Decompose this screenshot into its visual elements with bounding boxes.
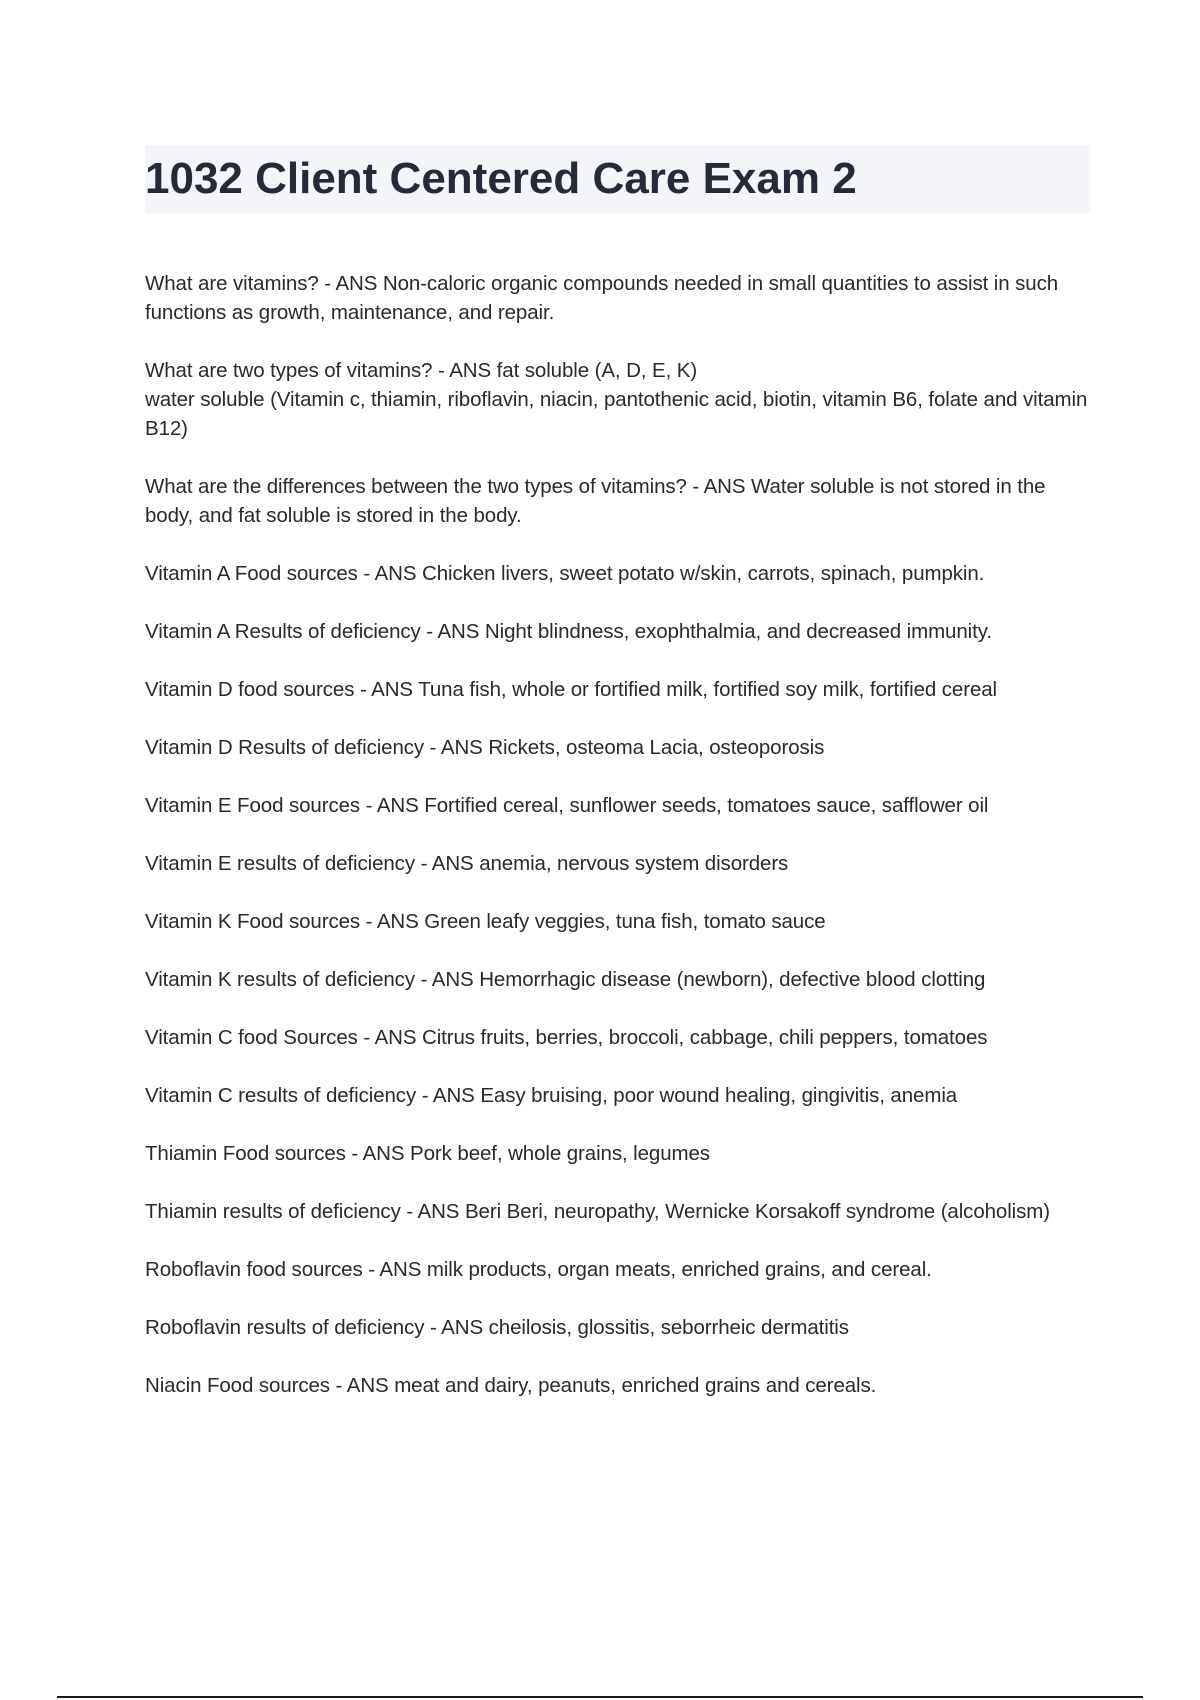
qa-item: Vitamin A Results of deficiency - ANS Night blindness, exophthalmia, and decreased immunity. [145, 620, 992, 643]
qa-item: Thiamin results of deficiency - ANS Beri Beri, neuropathy, Wernicke Korsakoff syndrome (alcoholism) [145, 1200, 1050, 1223]
qa-item: Vitamin C food Sources - ANS Citrus fruits, berries, broccoli, cabbage, chili peppers, tomatoes [145, 1026, 988, 1049]
title-band [145, 145, 1090, 213]
qa-item: Roboflavin results of deficiency - ANS cheilosis, glossitis, seborrheic dermatitis [145, 1316, 849, 1339]
qa-item: Vitamin E Food sources - ANS Fortified cereal, sunflower seeds, tomatoes sauce, safflower oil [145, 794, 989, 817]
qa-item: Niacin Food sources - ANS meat and dairy, peanuts, enriched grains and cereals. [145, 1374, 877, 1397]
qa-item: Vitamin C results of deficiency - ANS Easy bruising, poor wound healing, gingivitis, anemia [145, 1084, 958, 1107]
qa-item: Roboflavin food sources - ANS milk products, organ meats, enriched grains, and cereal. [145, 1258, 932, 1281]
footer-rule [57, 1696, 1143, 1698]
qa-item: Vitamin D food sources - ANS Tuna fish, whole or fortified milk, fortified soy milk, fortified cereal [145, 678, 998, 701]
qa-item: Vitamin K Food sources - ANS Green leafy veggies, tuna fish, tomato sauce [145, 910, 826, 933]
qa-item: Vitamin D Results of deficiency - ANS Rickets, osteoma Lacia, osteoporosis [145, 736, 825, 759]
qa-item: What are the differences between the two types of vitamins? - ANS Water soluble is not stored in the body, and fat soluble is stored in the body. [145, 475, 1046, 527]
qa-item: What are vitamins? - ANS Non-caloric organic compounds needed in small quantities to assist in such functions as growth, maintenance, and repair. [145, 272, 1059, 324]
qa-item: Vitamin E results of deficiency - ANS anemia, nervous system disorders [145, 852, 789, 875]
qa-item: Vitamin A Food sources - ANS Chicken livers, sweet potato w/skin, carrots, spinach, pumpkin. [145, 562, 985, 585]
qa-list [145, 269, 1090, 1429]
qa-item: Vitamin K results of deficiency - ANS Hemorrhagic disease (newborn), defective blood clotting [145, 968, 986, 991]
page-title: 1032 Client Centered Care Exam 2 [145, 154, 857, 203]
qa-item: Thiamin Food sources - ANS Pork beef, whole grains, legumes [145, 1142, 710, 1165]
qa-item: What are two types of vitamins? - ANS fat soluble (A, D, E, K) water soluble (Vitamin c, thiamin, riboflavin, niacin, pantothenic acid, biotin, vitamin B6, folate and vitamin B12) [145, 359, 1088, 440]
